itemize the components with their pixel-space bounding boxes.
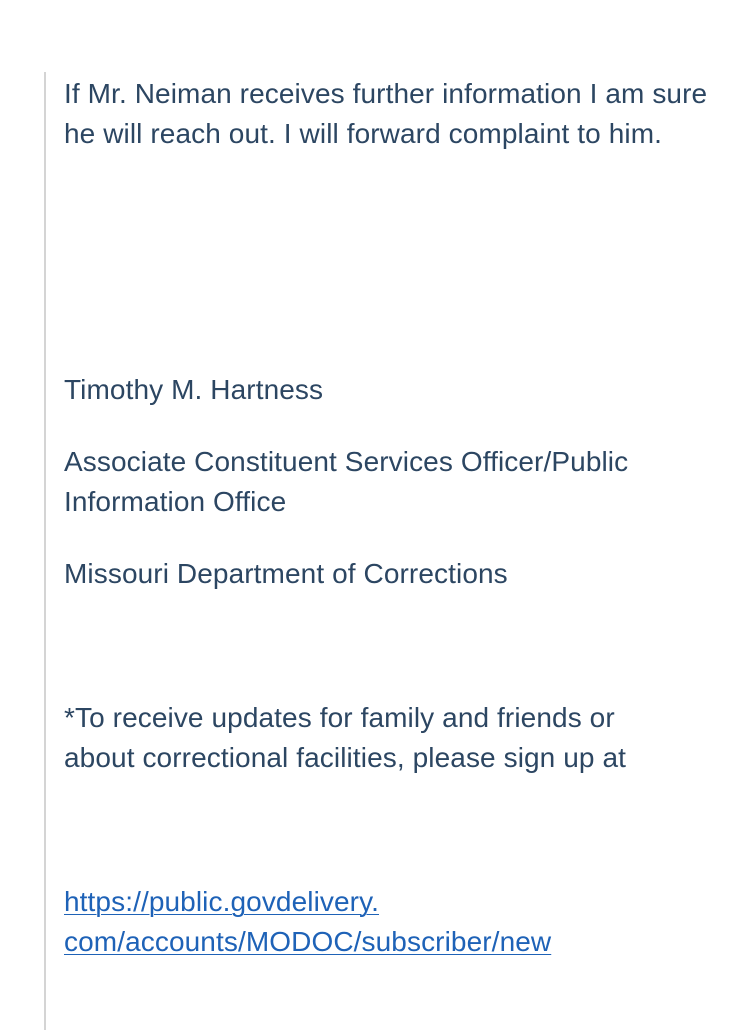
signature-organization: Missouri Department of Corrections [64, 558, 508, 589]
subscribe-link-line[interactable]: com/accounts/MODOC/subscriber/new [64, 926, 552, 957]
subscribe-link-line[interactable]: https://public.govdelivery. [64, 886, 380, 917]
signature-title [64, 442, 694, 522]
signature-title-line: Associate Constituent Services Officer/Public [64, 446, 629, 477]
signature-name: Timothy M. Hartness [64, 374, 324, 405]
subscribe-link-block [64, 882, 664, 962]
subscribe-link[interactable] [64, 882, 664, 962]
signup-note-line: *To receive updates for family and friends or [64, 702, 615, 733]
signup-note [64, 698, 704, 778]
signup-note-line: about correctional facilities, please sign up at [64, 742, 627, 773]
reply-paragraph: If Mr. Neiman receives further information I am sure he will reach out. I will forward complaint to him. [64, 78, 708, 149]
quote-rule [44, 72, 46, 1030]
signature-title-line: Information Office [64, 486, 287, 517]
